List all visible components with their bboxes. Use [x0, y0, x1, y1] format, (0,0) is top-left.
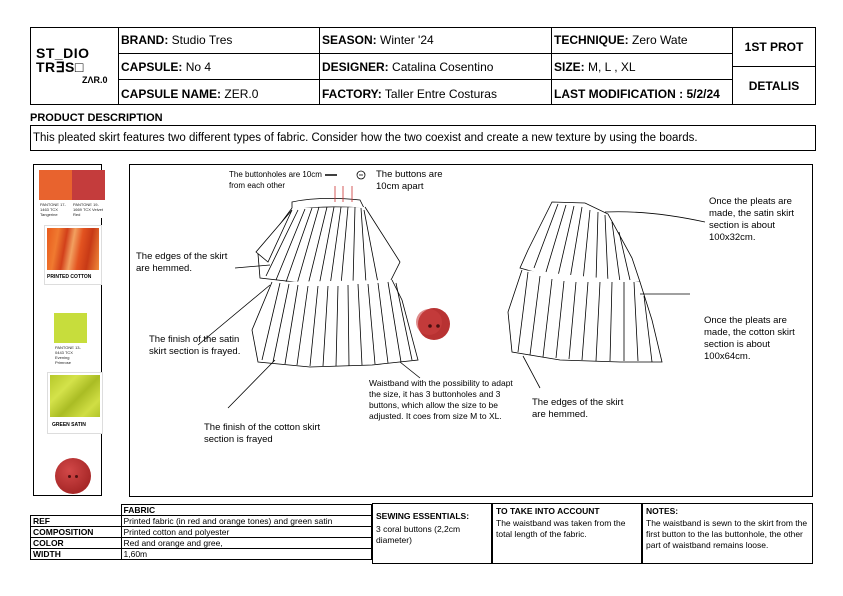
skirt-front-view: [252, 171, 418, 367]
account-title: TO TAKE INTO ACCOUNT: [496, 506, 600, 516]
pantone-code-1: PANTONE 17-1463 TCX Tangerine: [40, 202, 66, 217]
logo-line-1: ST_DIO: [36, 45, 90, 61]
designer-label: DESIGNER:: [322, 60, 389, 74]
capsule-label: CAPSULE:: [121, 60, 183, 74]
description-title: PRODUCT DESCRIPTION: [30, 112, 163, 124]
annotation-cotton-size: Once the pleats are made, the cotton skirt section is about 100x64cm.: [704, 315, 795, 362]
table-row: WIDTH 1,60m: [31, 549, 372, 560]
season-label: SEASON:: [322, 33, 377, 47]
annotation-buttons: The buttons are 10cm apart: [376, 169, 443, 192]
factory-value: Taller Entre Costuras: [384, 87, 497, 101]
sewing-title: SEWING ESSENTIALS:: [376, 511, 470, 521]
capsule-name-value: ZER.0: [224, 87, 259, 101]
factory-label: FACTORY:: [322, 87, 382, 101]
printed-cotton-label: PRINTED COTTON: [47, 274, 92, 280]
annotation-satin-size: Once the pleats are made, the satin skirt section is about 100x32cm.: [709, 196, 795, 243]
description-text: This pleated skirt features two different types of fabric. Consider how the two coexist and create a new texture by using the boards.: [33, 132, 698, 144]
annotation-waistband: Waistband with the possibility to adapt the size, it has 3 buttonholes and 3 buttons, which allow the size to be adjusted. It coes from size M to XL.: [369, 378, 513, 421]
logo-line-3: ZɅR.0: [82, 75, 108, 85]
size-label: SIZE:: [554, 60, 585, 74]
brand-value: Studio Tres: [171, 33, 233, 47]
notes-box: [642, 503, 813, 564]
annotation-edges-right: The edges of the skirt are hemmed.: [532, 397, 624, 420]
details-label: DETALIS: [748, 79, 800, 93]
table-row: COLOR Red and orange and gree,: [31, 538, 372, 549]
pantone-code-2: PANTONE 19-1669 TCX Velvet Red: [73, 202, 103, 217]
notes-title: NOTES:: [646, 506, 679, 516]
pantone-code-3: PANTONE 13-0443 TCX Evening Primrose: [55, 345, 81, 365]
annotation-cotton-finish: The finish of the cotton skirt section is frayed: [204, 422, 321, 445]
season-value: Winter '24: [380, 33, 434, 47]
green-satin-label: GREEN SATIN: [52, 422, 86, 428]
fabric-header: FABRIC: [121, 505, 372, 516]
account-box: [492, 503, 642, 564]
sewing-text: 3 coral buttons (2,2cm diameter): [376, 524, 461, 545]
designer-value: Catalina Cosentino: [392, 60, 494, 74]
fabric-table: [30, 504, 372, 560]
last-mod-value: 5/2/24: [686, 87, 720, 101]
last-mod-label: LAST MODIFICATION :: [554, 87, 684, 101]
annotation-edges-left: The edges of the skirt are hemmed.: [136, 251, 228, 274]
annotation-satin-finish: The finish of the satin skirt section is frayed.: [149, 334, 241, 357]
annotation-buttonholes: The buttonholes are 10cm from each other: [229, 170, 322, 190]
logo-line-2: TR∃S□: [36, 59, 84, 75]
button-illustration: [416, 308, 450, 340]
size-value: M, L , XL: [588, 60, 636, 74]
capsule-value: No 4: [185, 60, 212, 74]
technique-label: TECHNIQUE:: [554, 33, 629, 47]
table-row: COMPOSITION Printed cotton and polyester: [31, 527, 372, 538]
capsule-name-label: CAPSULE NAME:: [121, 87, 222, 101]
account-text: The waistband was taken from the total length of the fabric.: [496, 518, 626, 539]
brand-label: BRAND:: [121, 33, 169, 47]
sewing-box: [372, 503, 492, 564]
proto-label: 1ST PROT: [744, 40, 804, 54]
technique-value: Zero Wate: [632, 33, 688, 47]
skirt-back-view: [508, 202, 662, 362]
table-row: REF Printed fabric (in red and orange tones) and green satin: [31, 516, 372, 527]
notes-text: The waistband is sewn to the skirt from the first button to the las buttonhole, the other part of waistband remains loose.: [646, 518, 808, 550]
